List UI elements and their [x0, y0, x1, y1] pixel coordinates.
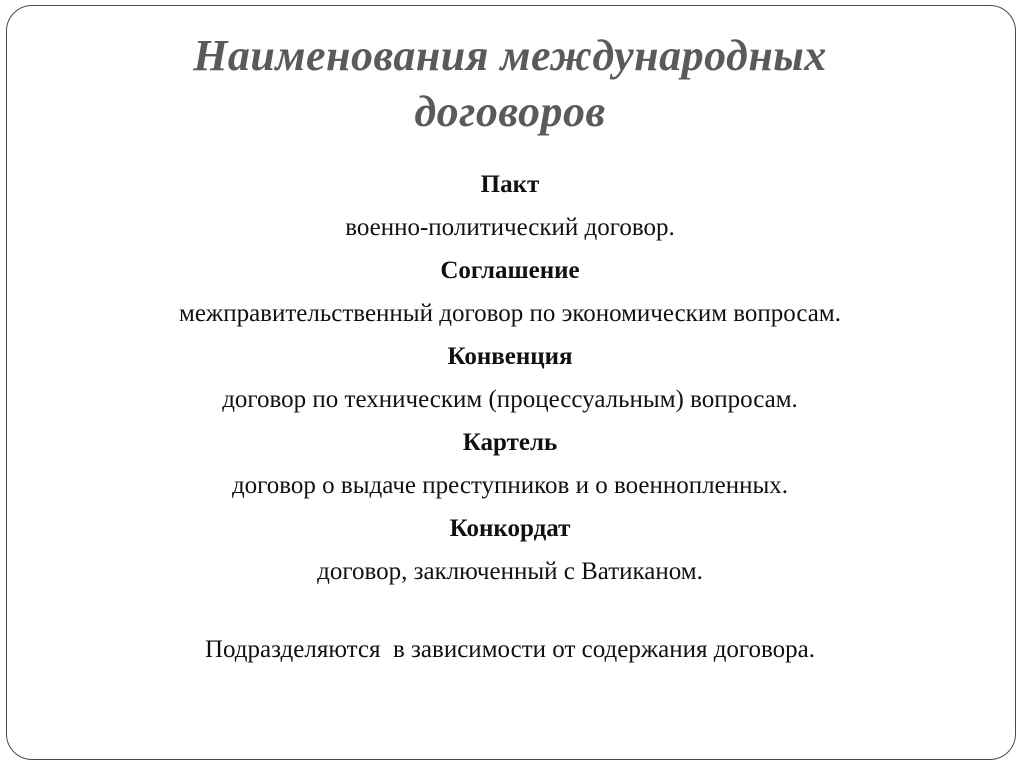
slide-title: Наименования международных договоров — [193, 31, 827, 136]
definition-agreement: межправительственный договор по экономическим вопросам. — [179, 300, 841, 327]
classification-note — [60, 630, 960, 670]
definition-convention: договор по техническим (процессуальным) вопросам. — [222, 386, 798, 413]
term-pact: Пакт — [480, 171, 540, 198]
definition-cartel: договор о выдаче преступников и о военнопленных. — [231, 472, 789, 499]
definition-concordat: договор, заключенный с Ватиканом. — [317, 558, 703, 585]
term-convention: Конвенция — [447, 343, 573, 370]
term-cartel: Картель — [462, 429, 558, 456]
term-concordat: Конкордат — [449, 515, 571, 542]
term-agreement: Соглашение — [440, 257, 580, 284]
definitions-list — [60, 164, 960, 594]
definition-pact: военно-политический договор. — [345, 214, 675, 241]
classification-note-text: Подразделяются в зависимости от содержания договора. — [204, 636, 816, 663]
